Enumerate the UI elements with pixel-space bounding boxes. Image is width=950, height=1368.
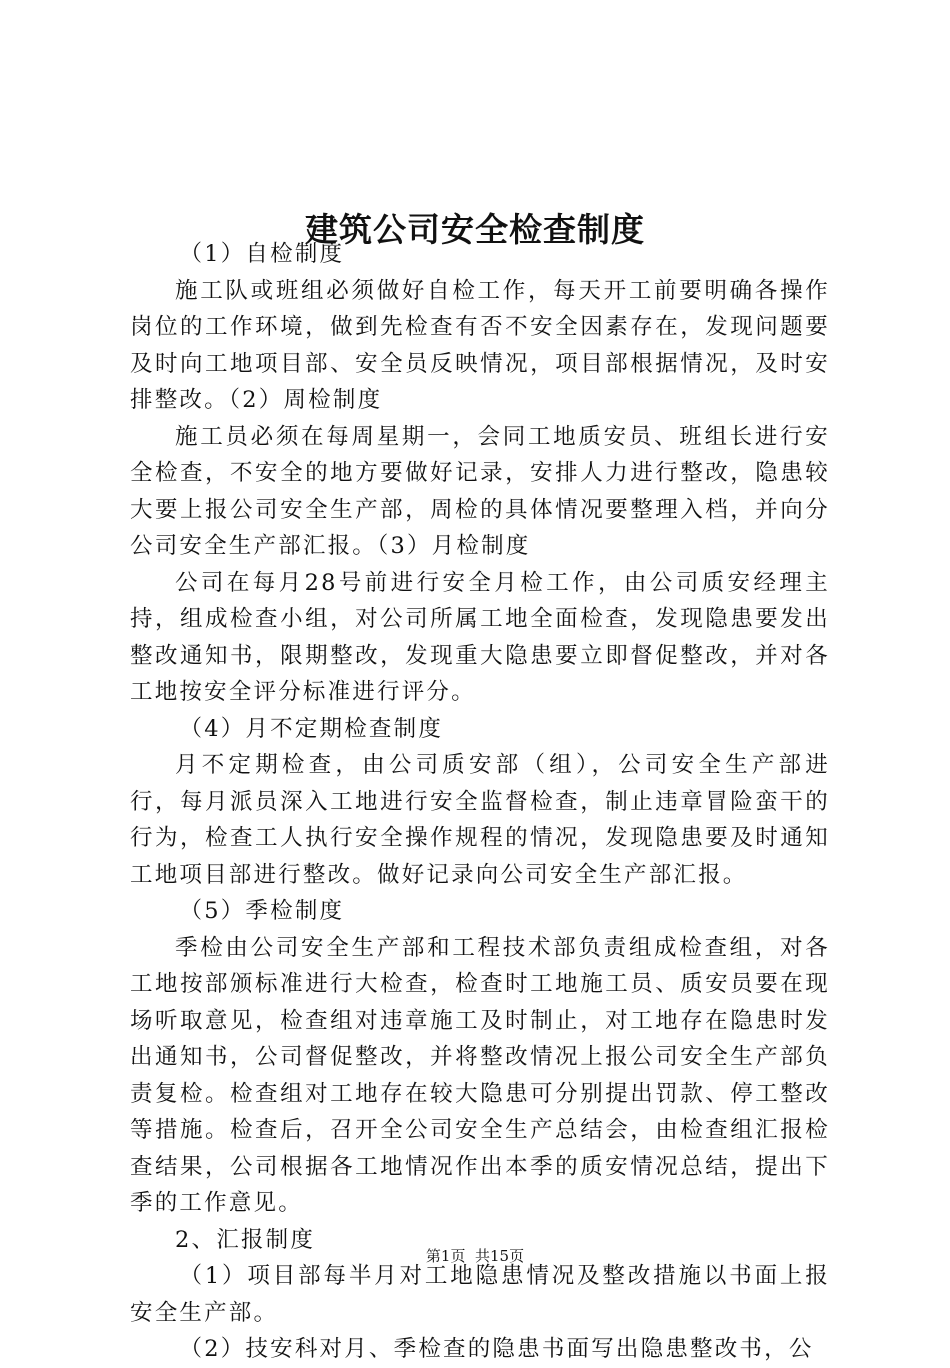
paragraph: 月不定期检查，由公司质安部（组），公司安全生产部进行，每月派员深入工地进行安全监督检查，制止违章冒险蛮干的行为，检查工人执行安全操作规程的情况，发现隐患要及时通知工地项目部进行整改。做好记录向公司安全生产部汇报。	[130, 752, 830, 888]
page-number-label: 第1页 共15页	[425, 1247, 525, 1265]
document-body	[130, 236, 830, 1368]
page-footer	[0, 1245, 950, 1267]
paragraph: （1）自检制度	[179, 241, 345, 267]
paragraph: 施工队或班组必须做好自检工作，每天开工前要明确各操作岗位的工作环境，做到先检查有否不安全因素存在，发现问题要及时向工地项目部、安全员反映情况，项目部根据情况，及时安排整改。（2）周检制度	[130, 277, 830, 413]
document-title: 建筑公司安全检查制度	[305, 210, 645, 250]
paragraph: 季检由公司安全生产部和工程技术部负责组成检查组，对各工地按部颁标准进行大检查，检查时工地施工员、质安员要在现场听取意见，检查组对违章施工及时制止，对工地存在隐患时发出通知书，公司督促整改，并将整改情况上报公司安全生产部负责复检。检查组对工地存在较大隐患可分别提出罚款、停工整改等措施。检查后，召开全公司安全生产总结会，由检查组汇报检查结果，公司根据各工地情况作出本季的质安情况总结，提出下季的工作意见。	[130, 934, 830, 1216]
paragraph: （4）月不定期检查制度	[179, 715, 444, 742]
paragraph: （5）季检制度	[179, 898, 345, 924]
paragraph: 公司在每月28号前进行安全月检工作，由公司质安经理主持，组成检查小组，对公司所属工地全面检查，发现隐患要发出整改通知书，限期整改，发现重大隐患要立即督促整改，并对各工地按安全评分标准进行评分。	[130, 569, 830, 705]
paragraph: （2）技安科对月、季检查的隐患书面写出隐患整改书，公	[179, 1336, 814, 1362]
paragraph: 2、汇报制度	[175, 1226, 316, 1253]
paragraph: （1）项目部每半月对工地隐患情况及整改措施以书面上报安全生产部。	[130, 1263, 830, 1326]
paragraph: 施工员必须在每周星期一，会同工地质安员、班组长进行安全检查，不安全的地方要做好记录，安排人力进行整改，隐患较大要上报公司安全生产部，周检的具体情况要整理入档，并向分公司安全生产部汇报。（3）月检制度	[130, 423, 830, 559]
